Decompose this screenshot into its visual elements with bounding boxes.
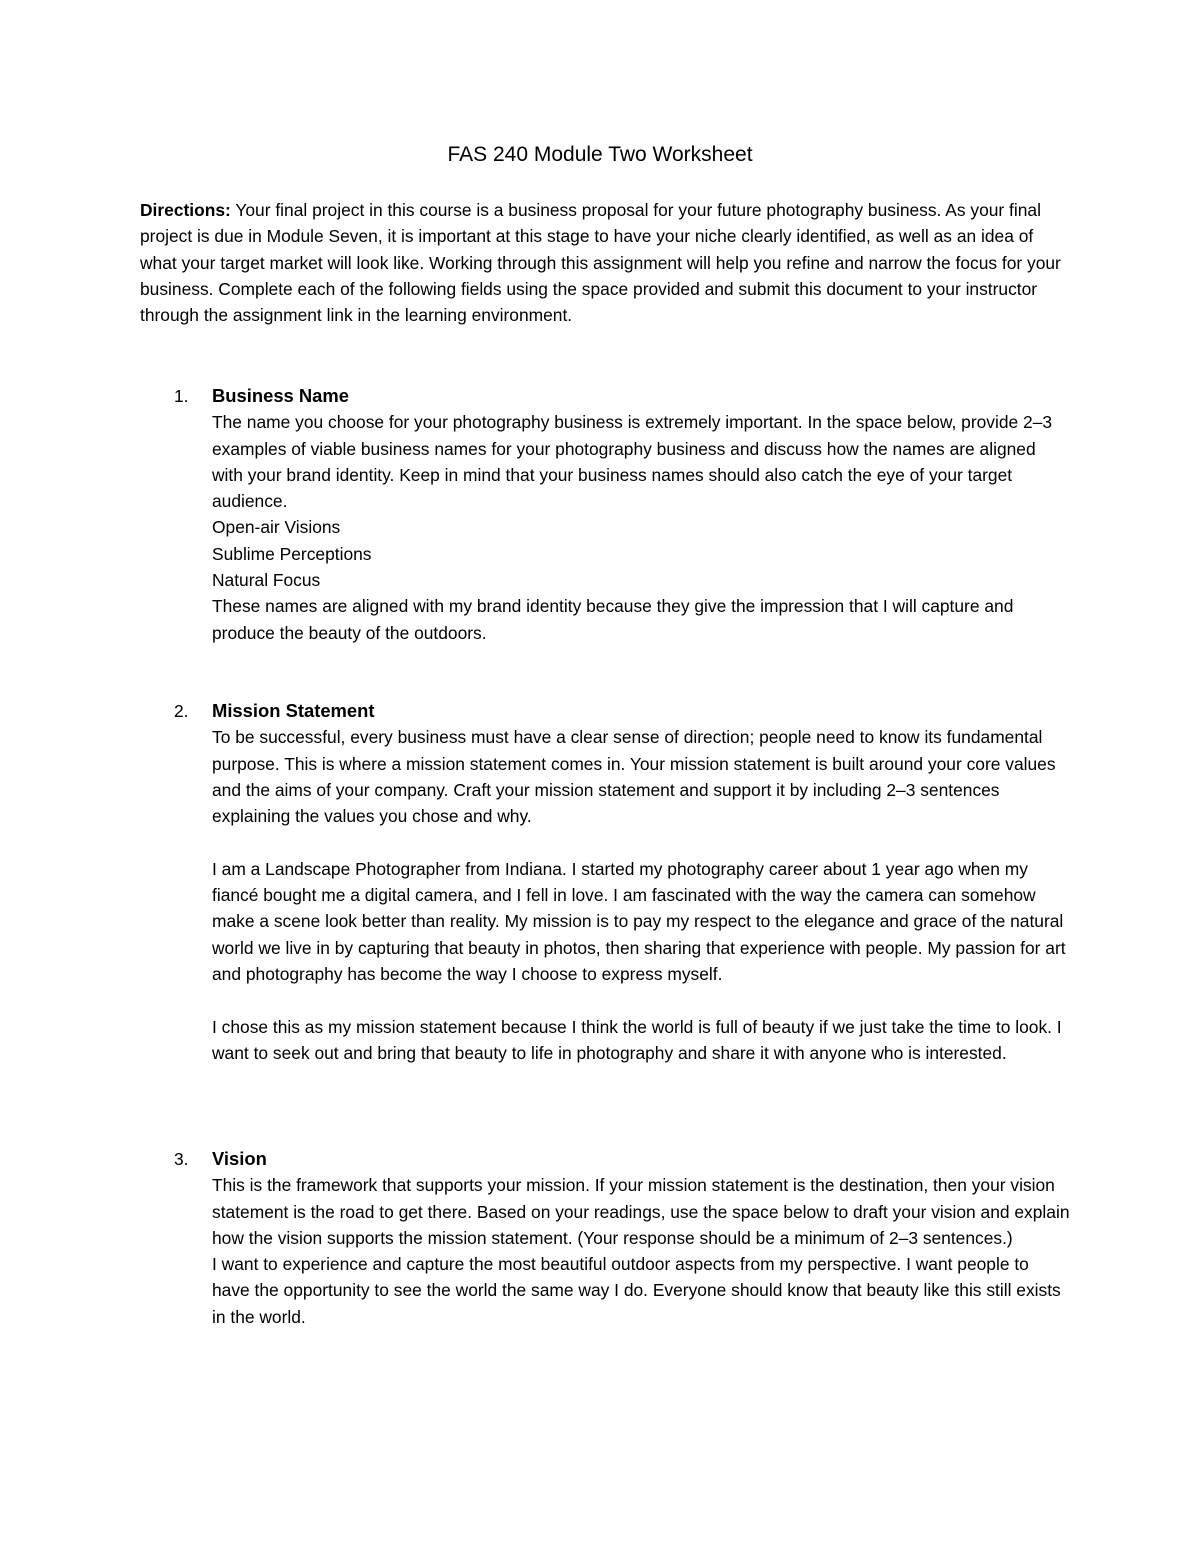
document-title: FAS 240 Module Two Worksheet (447, 143, 753, 166)
business-name-option: Open-air Visions (212, 517, 341, 538)
section-prompt: This is the framework that supports your mission. If your mission statement is the destination, then your vision statement is the road to get there. Based on your readings, use the space below to draft your vision and explain how the vision supports the mission statement. (Your response should be a minimum of 2–3 sentences.) (212, 1175, 1070, 1248)
mission-rationale: I chose this as my mission statement because I think the world is full of beauty if we just take the time to look. I want to seek out and bring that beauty to life in photography and share it with anyone who is interested. (212, 1016, 1062, 1063)
vision-answer: I want to experience and capture the most beautiful outdoor aspects from my perspective. I want people to have the opportunity to see the world the same way I do. Everyone should know that beauty like this still exists in the world. (212, 1254, 1061, 1327)
business-name-explanation: These names are aligned with my brand identity because they give the impression that I will capture and produce the beauty of the outdoors. (212, 596, 1014, 643)
business-name-option: Natural Focus (212, 570, 321, 591)
section-number: 2. (174, 701, 189, 721)
directions-label: Directions: (140, 200, 231, 220)
directions-paragraph (140, 197, 1070, 328)
section-body (212, 698, 1070, 1066)
section-heading: Mission Statement (212, 700, 375, 721)
paragraph-gap (212, 829, 1070, 855)
section-number: 1. (174, 386, 189, 406)
section-heading: Vision (212, 1148, 267, 1169)
section-prompt: The name you choose for your photography business is extremely important. In the space below, provide 2–3 examples of viable business names for your photography business and discuss how the names are aligned with your brand identity. Keep in mind that your business names should also catch the eye of your target audience. (212, 412, 1053, 512)
directions-text: Your final project in this course is a business proposal for your future photography business. As your final project is due in Module Seven, it is important at this stage to have your niche clearly identified, as well as an idea of what your target market will look like. Working through this assignment will help you refine and narrow the focus for your business. Complete each of the following fields using the space provided and submit this document to your instructor through the assignment link in the learning environment. (140, 200, 1061, 326)
section-heading: Business Name (212, 385, 349, 406)
section-number: 3. (174, 1149, 189, 1169)
mission-answer: I am a Landscape Photographer from Indiana. I started my photography career about 1 year ago when my fiancé bought me a digital camera, and I fell in love. I am fascinated with the way the camera can somehow make a scene look better than reality. My mission is to pay my respect to the elegance and grace of the natural world we live in by capturing that beauty in photos, then sharing that experience with people. My passion for art and photography has become the way I choose to express myself. (212, 858, 1066, 984)
paragraph-gap (212, 987, 1070, 1013)
section-body (212, 1146, 1070, 1330)
business-name-option: Sublime Perceptions (212, 543, 372, 564)
section-prompt: To be successful, every business must have a clear sense of direction; people need to know its fundamental purpose. This is where a mission statement comes in. Your mission statement is built around your core values and the aims of your company. Craft your mission statement and support it by including 2–3 sentences explaining the values you chose and why. (212, 727, 1056, 827)
section-body (212, 383, 1070, 646)
